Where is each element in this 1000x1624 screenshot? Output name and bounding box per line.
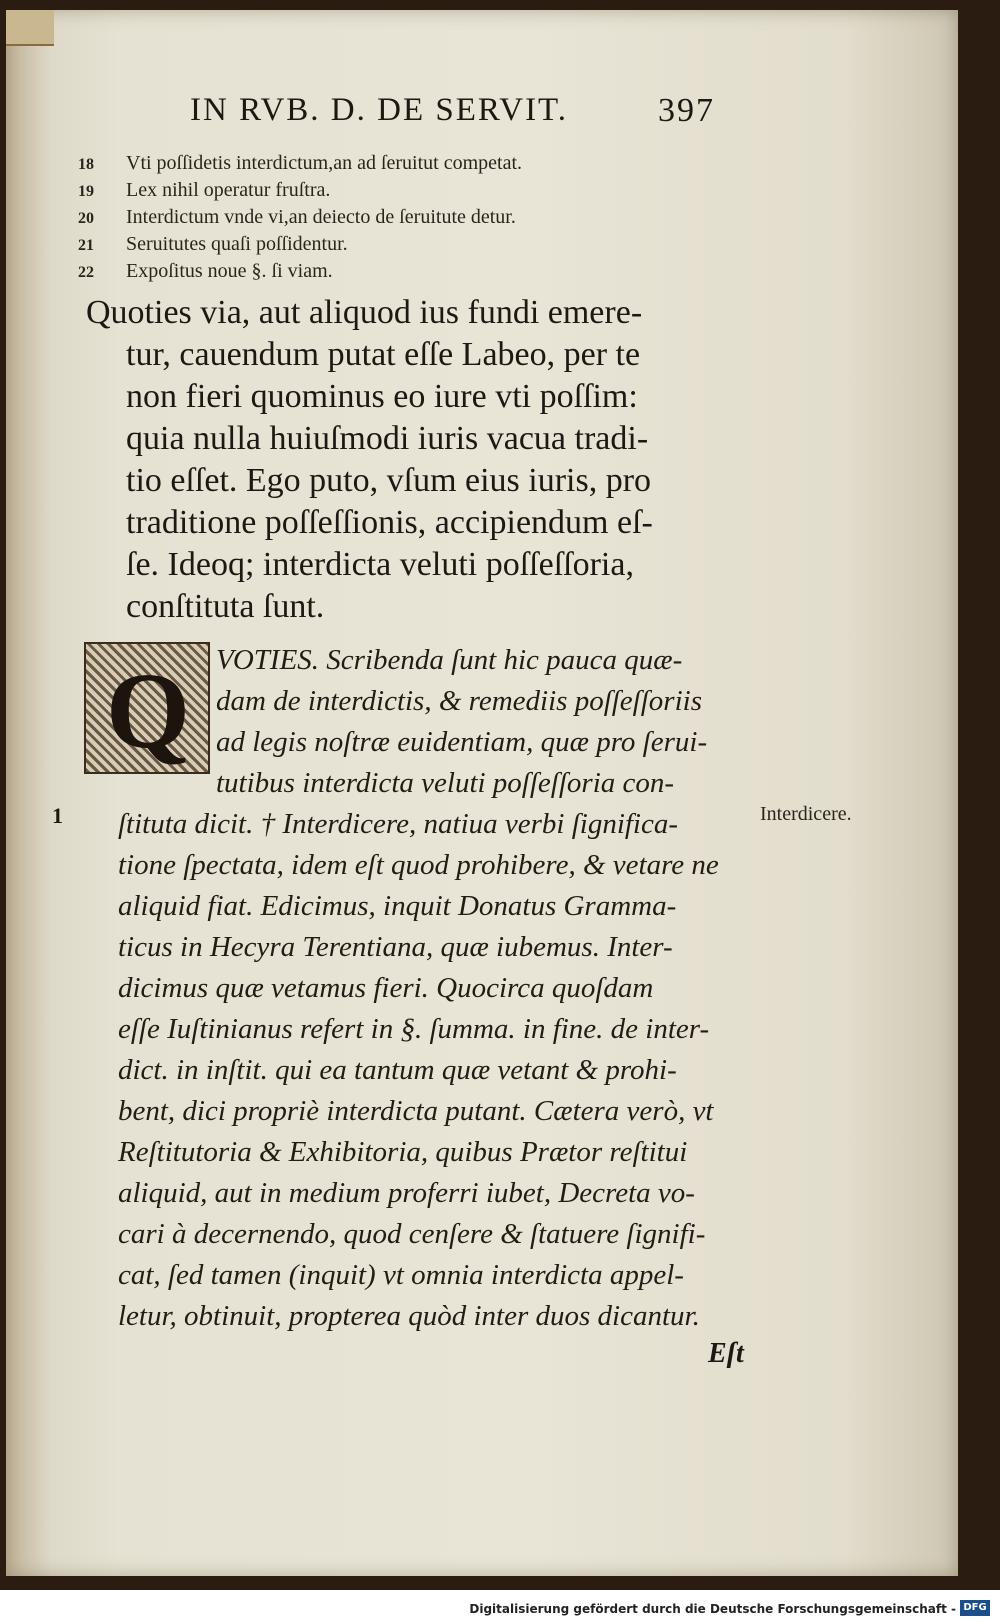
running-head [190,92,750,129]
commentary-line: VOTIES. Scribenda ſunt hic pauca quæ- [216,644,683,676]
commentary-line: ſtituta dicit. † Interdicere, natiua verbi ſignifica- [118,808,679,840]
summary-list [78,150,758,285]
commentary-line: ad legis noſtræ euidentiam, quæ pro ſerui- [216,726,708,758]
summary-number: 20 [78,210,94,227]
initial-letter: Q [106,652,191,771]
commentary-line: dam de interdictis, & remediis poſſeſſoriis [216,685,702,717]
commentary [86,640,766,1337]
summary-number: 19 [78,183,94,200]
commentary-line: cat, ſed tamen (inquit) vt omnia interdicta appel- [118,1259,684,1291]
law-text-line: non fieri quominus eo iure vti poſſim: [126,378,638,415]
page-gutter-shadow [6,10,52,1576]
summary-item [78,231,758,258]
commentary-line: eſſe Iuſtinianus refert in §. ſumma. in fine. de inter- [118,1013,710,1045]
summary-number: 22 [78,264,94,281]
summary-number: 18 [78,156,94,173]
law-text-line: traditione poſſeſſionis, accipiendum eſ- [126,504,653,541]
commentary-line: Reſtitutoria & Exhibitoria, quibus Prætor reſtitui [118,1136,688,1168]
commentary-line: cari à decernendo, quod cenſere & ſtatuere ſignifi- [118,1218,706,1250]
law-text-line: Quoties via, aut aliquod ius fundi emere- [86,294,643,331]
summary-text: Interdictum vnde vi,an deiecto de ſeruitute detur. [126,206,516,228]
commentary-line: tione ſpectata, idem eſt quod prohibere, & vetare ne [118,849,719,881]
summary-text: Vti poſſidetis interdictum,an ad ſeruitut competat. [126,152,523,174]
summary-text: Lex nihil operatur fruſtra. [126,179,331,201]
dfg-logo: DFG [960,1600,990,1616]
summary-item [78,204,758,231]
summary-text: Seruitutes quaſi poſſidentur. [126,233,348,255]
commentary-line: aliquid, aut in medium proferri iubet, Decreta vo- [118,1177,695,1209]
margin-number: 1 [52,803,63,828]
commentary-line: tutibus interdicta veluti poſſeſſoria con- [216,767,675,799]
catchword: Eſt [708,1338,744,1369]
running-head-title: IN RVB. D. DE SERVIT. [190,92,569,128]
commentary-line: aliquid fiat. Edicimus, inquit Donatus Gramma- [118,890,677,922]
law-text-line: tio eſſet. Ego puto, vſum eius iuris, pro [126,462,652,499]
summary-item [78,177,758,204]
footer-credit: Digitalisierung gefördert durch die Deutsche Forschungsgemeinschaft - [469,1602,956,1616]
law-text [86,292,756,628]
commentary-line: letur, obtinuit, propterea quòd inter duos dicantur. [118,1300,700,1332]
law-text-line: conſtituta ſunt. [126,588,325,625]
summary-text: Expoſitus noue §. ſi viam. [126,260,333,282]
commentary-line: ticus in Hecyra Terentiana, quæ iubemus. Inter- [118,931,673,963]
law-text-line: ſe. Ideoq; interdicta veluti poſſeſſoria, [126,546,634,583]
page-tab [6,10,54,46]
summary-number: 21 [78,237,94,254]
summary-item [78,150,758,177]
commentary-line: bent, dici propriè interdicta putant. Cætera verò, vt [118,1095,714,1127]
law-text-line: tur, cauendum putat eſſe Labeo, per te [126,336,641,373]
commentary-line: dicimus quæ vetamus fieri. Quocirca quoſdam [118,972,654,1004]
law-text-line: quia nulla huiuſmodi iuris vacua tradi- [126,420,649,457]
commentary-line: dict. in inſtit. qui ea tantum quæ vetant & prohi- [118,1054,677,1086]
page-number: 397 [658,92,715,129]
summary-item [78,258,758,285]
marginal-note: Interdicere. [760,803,852,825]
